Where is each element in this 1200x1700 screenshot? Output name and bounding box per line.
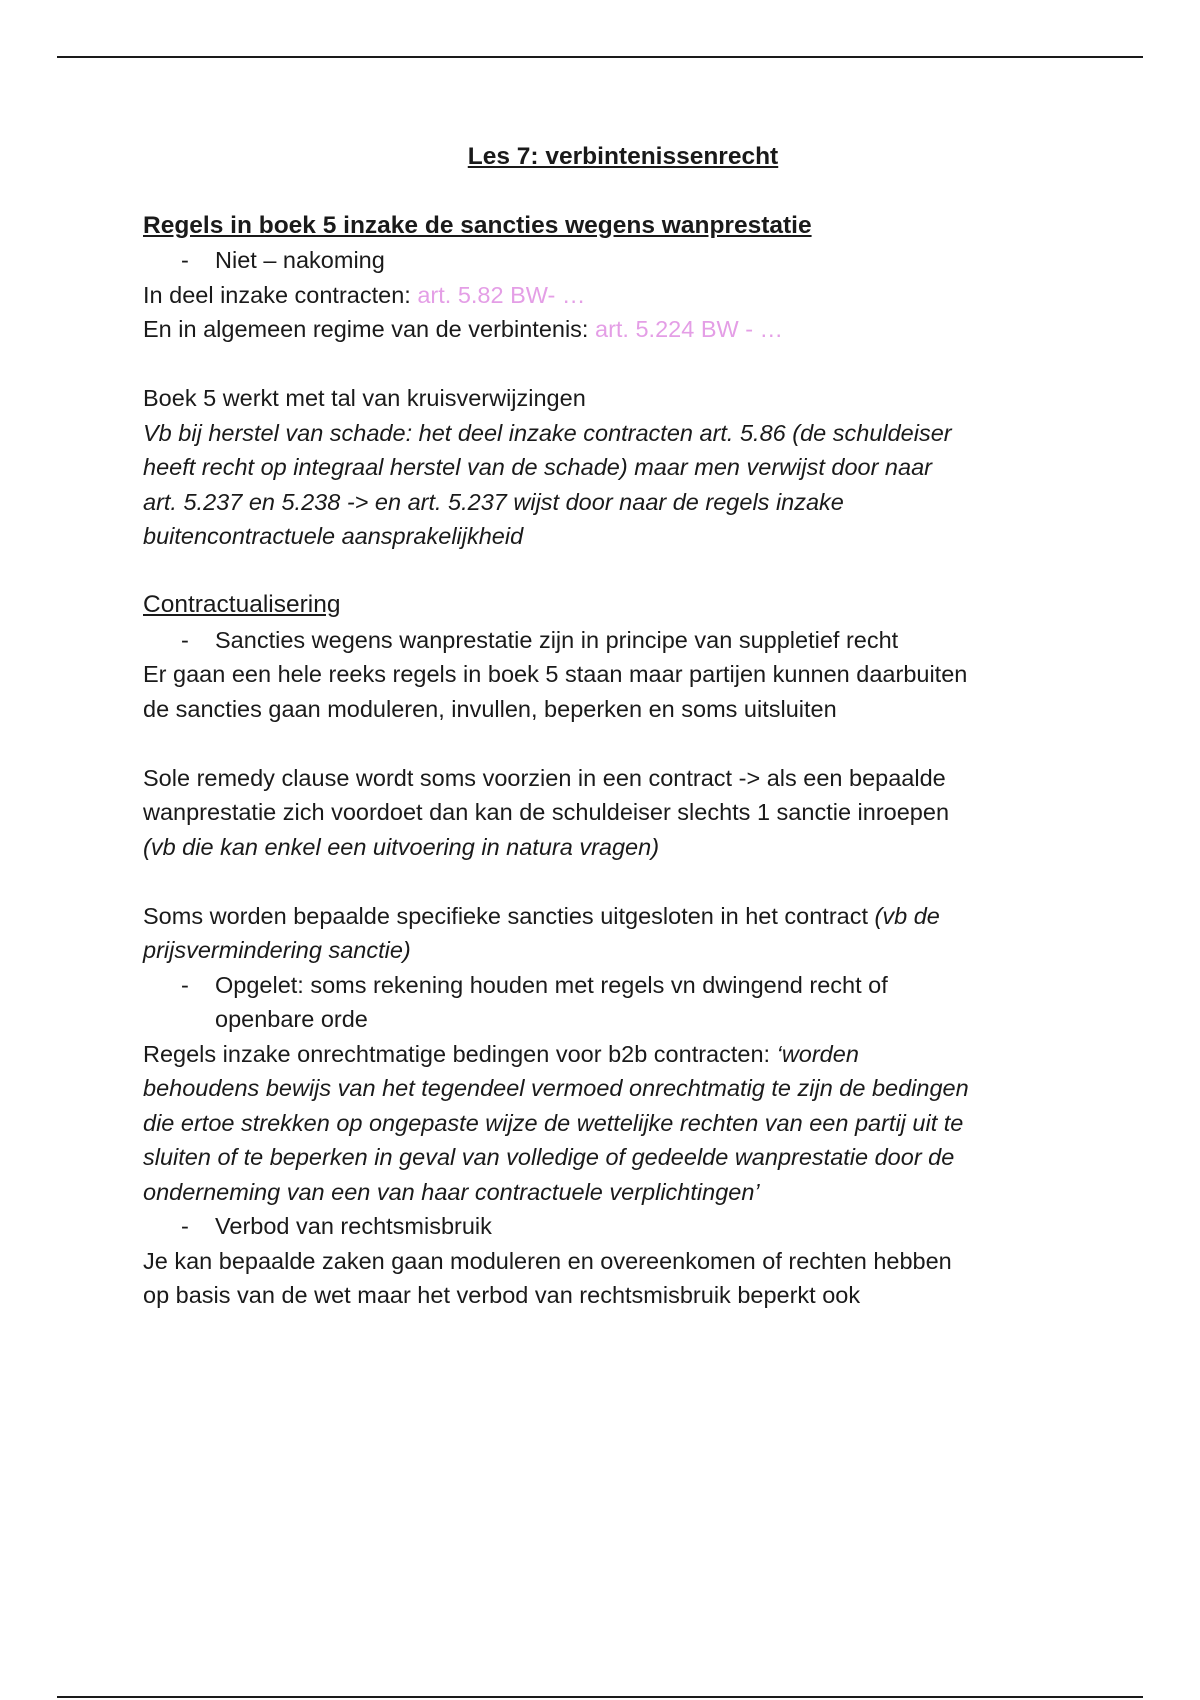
spacer [143,347,1063,382]
section-heading-contractualisering: Contractualisering [143,591,341,618]
bullet-item [143,968,1063,1003]
spacer [143,864,1063,899]
paragraph-line: Boek 5 werkt met tal van kruisverwijzingen [143,385,586,411]
paragraph-text-italic: ‘worden [776,1040,859,1067]
bullet-item [143,243,1063,278]
paragraph-line-italic: Vb bij herstel van schade: het deel inzake contracten art. 5.86 (de schuldeiser [143,419,952,446]
bullet-text: openbare orde [215,1006,368,1032]
paragraph-text: Regels inzake onrechtmatige bedingen voor b2b contracten: [143,1040,777,1067]
paragraph-line-italic: (vb die kan enkel een uitvoering in natura vragen) [143,833,660,860]
bullet-dash: - [181,1213,189,1239]
page-title: Les 7: verbintenissenrecht [467,143,779,170]
bullet-item [143,1209,1063,1244]
paragraph-line-italic: art. 5.237 en 5.238 -> en art. 5.237 wijst door naar de regels inzake [143,488,844,515]
paragraph-line-italic: behoudens bewijs van het tegendeel vermoed onrechtmatig te zijn de bedingen [143,1075,969,1101]
section-heading-sanctions: Regels in boek 5 inzake de sancties wegens wanprestatie [143,211,812,239]
paragraph-line-italic: die ertoe strekken op ongepaste wijze de wettelijke rechten van een partij uit te [143,1109,964,1136]
paragraph-line-italic: sluiten of te beperken in geval van volledige of gedeelde wanprestatie door de [143,1144,955,1170]
spacer [143,726,1063,761]
paragraph-line: de sancties gaan moduleren, invullen, beperken en soms uitsluiten [143,695,837,722]
article-reference: art. 5.224 BW - … [595,316,784,342]
paragraph-line-italic: onderneming van een van haar contractuele verplichtingen’ [143,1178,760,1205]
paragraph-text: Soms worden bepaalde specifieke sancties uitgesloten in het contract [143,902,875,929]
top-rule [57,56,1143,58]
bullet-text: Verbod van rechtsmisbruik [215,1213,492,1239]
bullet-text: Niet – nakoming [215,247,385,273]
paragraph-line: wanprestatie zich voordoet dan kan de schuldeiser slechts 1 sanctie inroepen [143,799,950,825]
bullet-item [143,623,1063,658]
paragraph-line [143,899,1063,934]
paragraph-line: Sole remedy clause wordt soms voorzien in een contract -> als een bepaalde [143,764,946,791]
contracts-line [143,278,1063,313]
paragraph-line: Je kan bepaalde zaken gaan moduleren en overeenkomen of rechten hebben [143,1247,952,1274]
article-reference: art. 5.82 BW- … [417,281,586,308]
paragraph-line-italic: prijsvermindering sanctie) [143,937,411,963]
bullet-text: Opgelet: soms rekening houden met regels vn dwingend recht of [215,971,888,998]
general-regime-line [143,312,1063,347]
bullet-item-continuation [143,1002,1063,1037]
general-regime-text: En in algemeen regime van de verbintenis: [143,316,595,342]
contracts-line-text: In deel inzake contracten: [143,281,418,308]
paragraph-line: Er gaan een hele reeks regels in boek 5 staan maar partijen kunnen daarbuiten [143,661,968,687]
bullet-text: Sancties wegens wanprestatie zijn in principe van suppletief recht [215,626,899,653]
bottom-rule [57,1696,1143,1698]
spacer [143,554,1063,589]
paragraph-line: op basis van de wet maar het verbod van rechtsmisbruik beperkt ook [143,1282,861,1308]
paragraph-line-italic: buitencontractuele aansprakelijkheid [143,523,524,549]
bullet-dash: - [181,626,189,653]
bullet-dash: - [181,971,189,998]
paragraph-text-italic: (vb de [874,902,940,929]
paragraph-line-italic: heeft recht op integraal herstel van de schade) maar men verwijst door naar [143,454,932,480]
paragraph-line [143,1037,1063,1072]
document-body [143,140,1063,1313]
bullet-dash: - [181,247,189,273]
